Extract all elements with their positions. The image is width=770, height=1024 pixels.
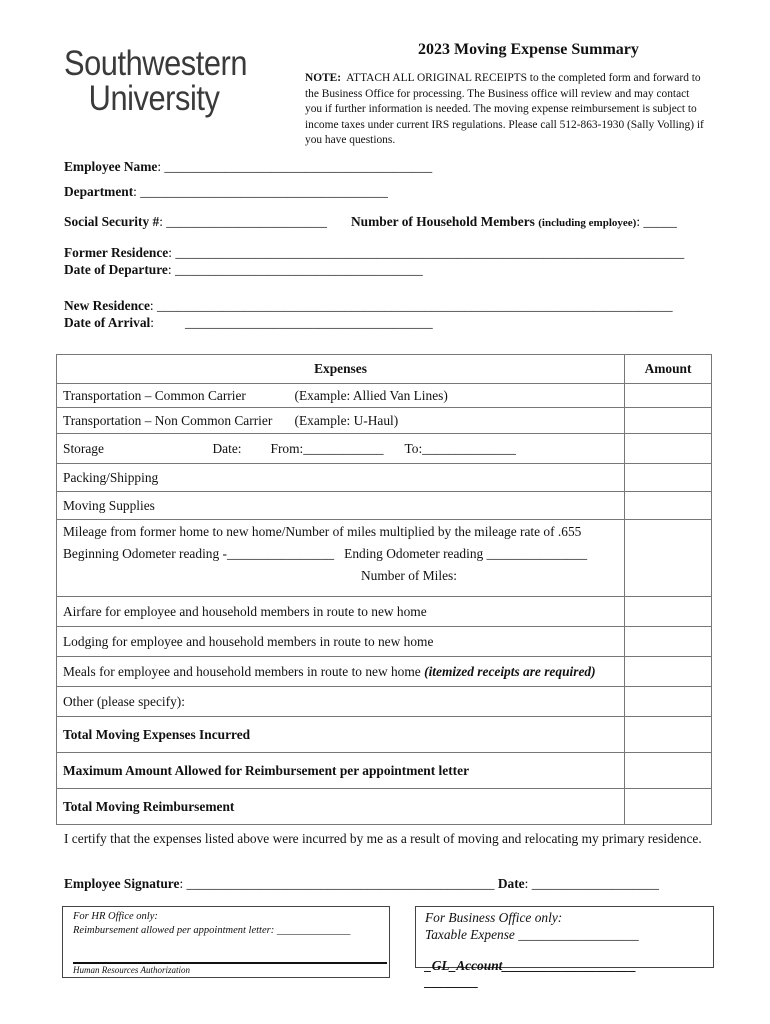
department-field[interactable] [64, 184, 388, 200]
signature-field[interactable] [64, 876, 659, 892]
ssn-line: : ________________________ [159, 214, 327, 229]
non-common-carrier-example: (Example: U-Haul) [294, 412, 399, 428]
arrival-date-line: _____________________________________ [185, 315, 433, 330]
new-residence-field[interactable] [64, 298, 673, 314]
table-row [57, 789, 712, 825]
gl-account-field-continued: ________ [425, 974, 479, 989]
instructions-note [305, 71, 705, 149]
signature-label: Employee Signature [64, 876, 180, 891]
total-reimbursement-cell: Total Moving Reimbursement [57, 789, 625, 825]
employee-name-field[interactable] [64, 159, 432, 175]
signature-line: : ______________________________________________ [179, 876, 495, 891]
common-carrier-cell [57, 384, 625, 408]
non-common-carrier-label: Transportation – Non Common Carrier [63, 412, 273, 428]
hr-box-reimbursement: Reimbursement allowed per appointment letter: ______________ [73, 925, 351, 936]
end-odometer: Ending Odometer reading _______________ [344, 546, 588, 561]
table-row [57, 520, 712, 597]
lodging-cell: Lodging for employee and household members in route to new home [57, 627, 625, 657]
amount-input[interactable] [625, 753, 712, 789]
packing-cell: Packing/Shipping [57, 464, 625, 492]
new-residence-line: : _____________________________________________________________________________ [149, 298, 673, 313]
logo-line-1: Southwestern [64, 44, 248, 83]
other-cell: Other (please specify): [57, 687, 625, 717]
amount-input[interactable] [625, 520, 712, 597]
arrival-date-colon: : [150, 315, 155, 330]
ssn-field[interactable] [64, 214, 327, 230]
amount-input[interactable] [625, 717, 712, 753]
storage-cell [57, 434, 625, 464]
hr-office-box [62, 906, 390, 978]
amount-input[interactable] [625, 408, 712, 434]
common-carrier-label: Transportation – Common Carrier [63, 387, 246, 403]
supplies-cell: Moving Supplies [57, 492, 625, 520]
amount-input[interactable] [625, 627, 712, 657]
table-row [57, 657, 712, 687]
table-row [57, 434, 712, 464]
table-row [57, 492, 712, 520]
former-residence-label: Former Residence [64, 245, 169, 260]
table-row [57, 627, 712, 657]
former-residence-line: : ____________________________________________________________________________ [168, 245, 685, 260]
table-row [57, 687, 712, 717]
employee-name-label: Employee Name [64, 159, 158, 174]
mileage-description: Mileage from former home to new home/Number of miles multiplied by the mileage rate of .655 [63, 524, 582, 539]
amount-input[interactable] [625, 434, 712, 464]
date-line: : ___________________ [524, 876, 659, 891]
storage-from-field: From:____________ [270, 440, 384, 456]
former-residence-field[interactable] [64, 245, 684, 261]
meals-note: (itemized receipts are required) [424, 663, 596, 679]
common-carrier-example: (Example: Allied Van Lines) [294, 387, 448, 403]
amount-input[interactable] [625, 492, 712, 520]
non-common-carrier-cell [57, 408, 625, 434]
number-of-miles: Number of Miles: [361, 568, 457, 583]
amount-input[interactable] [625, 597, 712, 627]
storage-label: Storage [63, 440, 104, 456]
table-row [57, 717, 712, 753]
arrival-date-field[interactable] [64, 315, 433, 331]
departure-date-label: Date of Departure [64, 262, 168, 277]
expenses-header: Expenses [57, 355, 625, 384]
taxable-expense-field: Taxable Expense __________________ [425, 927, 639, 942]
note-label: NOTE: [305, 72, 342, 84]
expense-table [56, 354, 712, 825]
table-row [57, 408, 712, 434]
begin-odometer: Beginning Odometer reading -________________ [63, 546, 335, 561]
household-field[interactable] [351, 214, 677, 230]
max-allowed-cell: Maximum Amount Allowed for Reimbursement per appointment letter [57, 753, 625, 789]
page-title: 2023 Moving Expense Summary [418, 41, 639, 58]
table-row [57, 597, 712, 627]
gl-account-field[interactable]: _GL_Account____________________ [425, 958, 637, 973]
meals-cell [57, 657, 625, 687]
amount-input[interactable] [625, 384, 712, 408]
household-line: : _____ [636, 214, 677, 229]
odometer-line [63, 543, 618, 565]
household-note: (including employee) [538, 217, 637, 229]
storage-to-field: To:______________ [404, 440, 516, 456]
certification-text: I certify that the expenses listed above were incurred by me as a result of moving and relocating my primary residence. [64, 831, 702, 846]
storage-date-label: Date: [212, 440, 242, 456]
department-line: : _____________________________________ [133, 184, 388, 199]
table-row [57, 464, 712, 492]
table-row [57, 753, 712, 789]
amount-input[interactable] [625, 464, 712, 492]
airfare-cell: Airfare for employee and household members in route to new home [57, 597, 625, 627]
logo-line-2: University [88, 79, 220, 118]
new-residence-label: New Residence [64, 298, 150, 313]
bo-box-title: For Business Office only: [425, 910, 563, 925]
date-label: Date [497, 876, 525, 891]
amount-header: Amount [625, 355, 712, 384]
hr-signature-line [73, 962, 387, 964]
arrival-date-label: Date of Arrival [64, 315, 151, 330]
amount-input[interactable] [625, 687, 712, 717]
total-incurred-cell: Total Moving Expenses Incurred [57, 717, 625, 753]
departure-date-field[interactable] [64, 262, 423, 278]
department-label: Department [64, 184, 134, 199]
amount-input[interactable] [625, 789, 712, 825]
meals-label: Meals for employee and household members in route to new home [63, 663, 421, 679]
mileage-cell [57, 520, 625, 597]
employee-name-line: : ________________________________________ [157, 159, 433, 174]
amount-input[interactable] [625, 657, 712, 687]
household-label: Number of Household Members [351, 214, 535, 229]
departure-date-line: : _____________________________________ [167, 262, 423, 277]
table-header-row [57, 355, 712, 384]
note-text: ATTACH ALL ORIGINAL RECEIPTS to the completed form and forward to the Business Office for processing. The Business office will review and may contact you if further information is needed. The moving expense reimbursement is subject to income taxes under current IRS regulations. Please call 512-863-1930 (Sally Volling) if you have questions. [305, 72, 704, 146]
ssn-label: Social Security # [64, 214, 160, 229]
university-logo [64, 46, 247, 116]
hr-authorization-label: Human Resources Authorization [73, 965, 190, 975]
table-row [57, 384, 712, 408]
hr-box-title: For HR Office only: [73, 911, 158, 922]
